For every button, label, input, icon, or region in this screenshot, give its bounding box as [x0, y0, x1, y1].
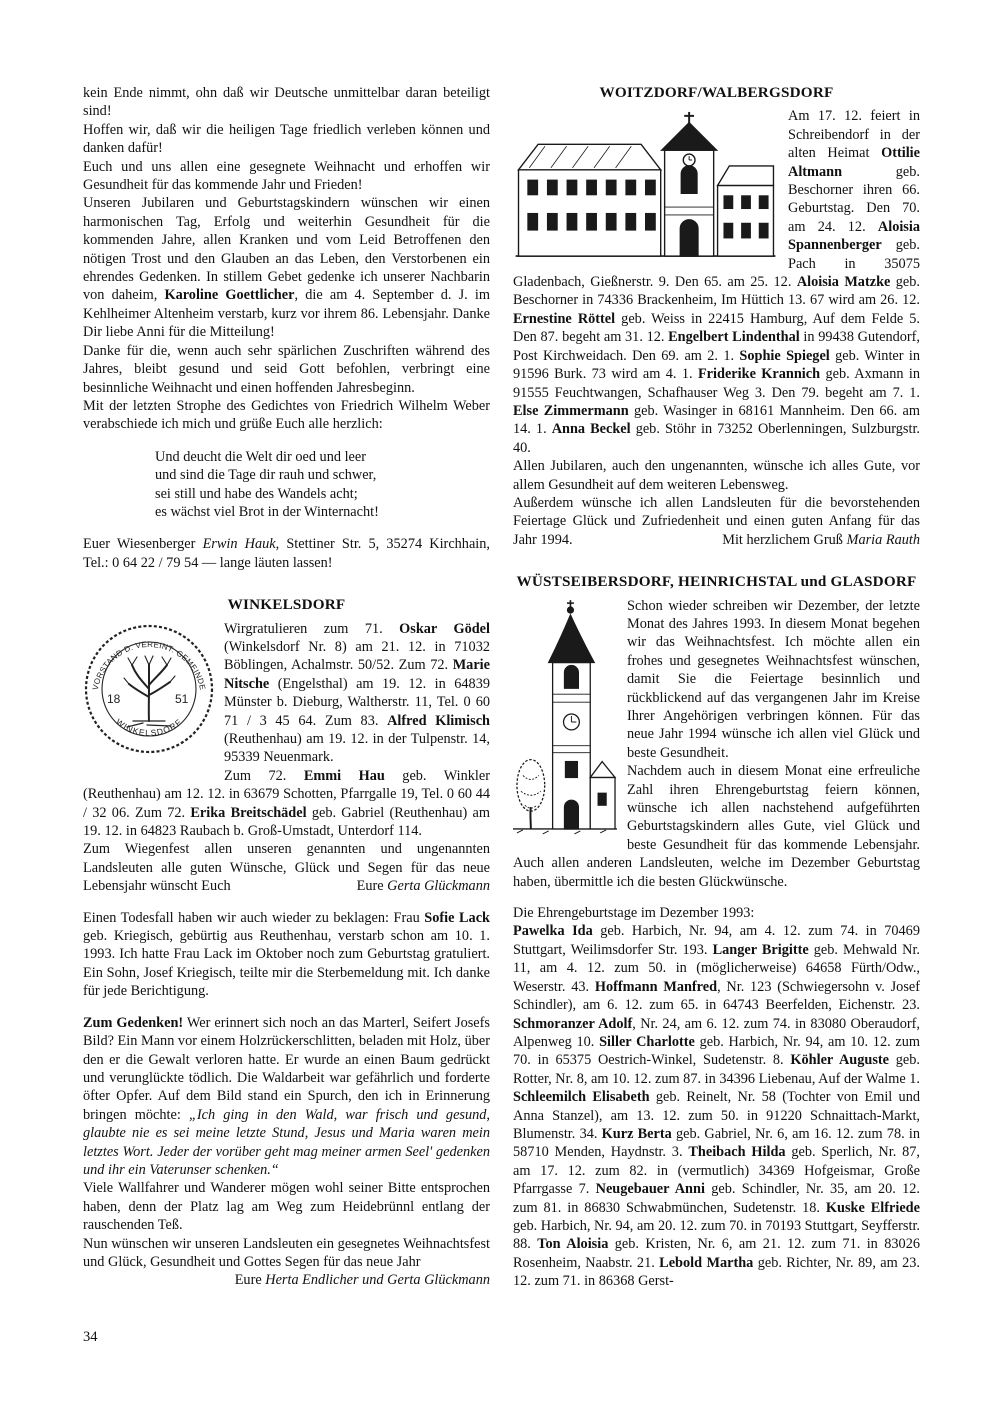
- tower-door: [565, 800, 579, 829]
- text-segment: Marie Nitsche: [224, 657, 490, 692]
- paragraph: [83, 1235, 490, 1289]
- text-segment: geb. Schindler, Nr. 35, am 20. 12. zum 81. in 86830 Schwabmünchen, Sudetenstr. 18.: [513, 1181, 920, 1216]
- text-segment: Neugebauer Anni: [595, 1181, 705, 1198]
- left-building-roof: [519, 145, 661, 170]
- text-segment: Schon wieder schreiben wir Dezember, der letzte Monat des Jahres 1993. In diesem Monat begehen wir das Weihnachtsfest. Ich möchte allen ein frohes und gesegnetes Weihnachtsfest wünschen, damit Sie die Feiertage besinnlich und rückblickend auf das vergangenen Jahr im Kreise Ihrer Angehörigen verbringen können. Für das neue Jahr 1994 wünsche ich allen viel Glück und beste Gesundheit.: [627, 597, 920, 761]
- wiesenberg-signature-paragraph: [83, 535, 490, 572]
- text-segment: Mit der letzten Strophe des Gedichtes von Friedrich Wilhelm Weber verabschiede ich mich und grüße Euch alle herzlich:: [83, 397, 490, 433]
- text-segment: geb. Mehwald Nr. 11, am 4. 12. zum 50. in (möglicherweise) 64658 Fürth/Odw., Weserstr. 43.: [513, 941, 920, 995]
- text-segment: geb. Gabriel (Reuthenhau) am 19. 12. in 64823 Raubach b. Groß-Umstadt, Unterdorf 114.: [83, 804, 490, 840]
- text-segment: , Nr. 24, am 6. 12. zum 74. in 83080 Oberaudorf, Alpenweg 10.: [513, 1015, 920, 1050]
- text-segment: Schmoranzer Adolf: [513, 1015, 633, 1032]
- chapel-roof: [590, 761, 615, 777]
- text-segment: Schleemilch Elisabeth: [513, 1089, 650, 1106]
- text-segment: Lebold Martha: [659, 1254, 754, 1271]
- signature: [235, 1271, 490, 1289]
- text-segment: geb. Harbich, Nr. 94, am 20. 12. zum 70. in 70193 Stuttgart, Seyfferstr. 88.: [513, 1217, 920, 1253]
- text-segment: Friderike Krannich: [697, 366, 821, 383]
- text-segment: Emmi Hau: [303, 767, 385, 784]
- text-segment: Pawelka Ida: [513, 923, 593, 940]
- text-segment: Erika Breitschädel: [190, 804, 307, 821]
- text-segment: geb. Stöhr in 73252 Oberlenningen, Sulzburgstr. 40.: [513, 421, 920, 456]
- wuestseibersdorf-heading: WÜSTSEIBERSDORF, HEINRICHSTAL und GLASDORF: [516, 573, 917, 591]
- text-segment: Herta Endlicher und Gerta Glückmann: [265, 1272, 490, 1289]
- wuestseibersdorf-section: [513, 597, 920, 892]
- text-segment: Engelbert Lindenthal: [668, 329, 800, 346]
- paragraph: [83, 121, 490, 158]
- ehrengeburtstage-title: Die Ehrengeburtstage im Dezember 1993:: [513, 905, 755, 922]
- village-church-illustration: [513, 109, 778, 261]
- text-segment: Sofie Lack: [424, 909, 490, 926]
- chapel-window: [598, 793, 606, 805]
- seal-year-right: 51: [175, 691, 189, 706]
- text-segment: , die am 4. September d. J. im Kehlheimer Altenheim verstarb, kurz vor ihrem 86. Lebensjahr. Danke Dir liebe Anni für die Mitteilung!: [83, 287, 491, 341]
- text-segment: Mit herzlichem Gruß: [722, 531, 847, 548]
- poem-block: [155, 448, 490, 522]
- paragraph: [83, 194, 490, 341]
- right-column: [513, 84, 920, 1291]
- text-segment: Zum 72.: [224, 767, 304, 784]
- text-segment: geb. Winter in 91596 Burk. 73 wird am 4. 1.: [513, 347, 920, 383]
- paragraph: [83, 84, 490, 121]
- paragraph: [83, 397, 490, 434]
- tower-spire: [549, 615, 595, 663]
- text-segment: geb. Sperlich, Nr. 87, am 17. 12. zum 82. in (vermutlich) 34369 Hofgeismar, Große Pfarrgasse 7.: [513, 1144, 920, 1198]
- text-segment: Ton Aloisia: [537, 1236, 609, 1253]
- paragraph: [155, 485, 490, 503]
- two-column-layout: [83, 84, 920, 1291]
- paragraph: [155, 448, 490, 466]
- seal-tree-icon: [124, 656, 175, 727]
- text-segment: kein Ende nimmt, ohn daß wir Deutsche unmittelbar daran beteiligt sind!: [83, 85, 490, 120]
- tower-arched-window: [681, 166, 697, 193]
- belfry-window: [565, 665, 579, 688]
- text-segment: Euch und uns allen eine gesegnete Weihnacht und erhoffen wir Gesundheit für das kommende Jahr und Frieden!: [83, 158, 490, 194]
- paragraph: [155, 503, 490, 521]
- tree-foliage: [517, 759, 545, 811]
- text-segment: Und deucht die Welt dir oed und leer: [155, 448, 366, 465]
- seal-year-left: 18: [107, 691, 121, 706]
- text-segment: Am 17. 12. feiert in Schreibendorf in der alten Heimat: [788, 108, 920, 162]
- text-segment: geb. Wasinger in 68161 Mannheim. Den 66. am 14. 1.: [513, 402, 920, 438]
- text-segment: und sind die Tage dir rauh und schwer,: [155, 467, 377, 484]
- text-segment: Köhler Auguste: [790, 1052, 890, 1069]
- text-segment: Else Zimmermann: [513, 402, 629, 419]
- text-segment: Kurz Berta: [601, 1125, 672, 1142]
- paragraph: [513, 457, 920, 494]
- text-segment: Ottilie Altmann: [788, 145, 920, 180]
- text-segment: geb. Rotter, Nr. 8, am 10. 12. zum 87. in 34396 Liebenau, Auf der Walme 1.: [513, 1052, 920, 1087]
- text-segment: Hoffen wir, daß wir die heiligen Tage friedlich verleben können und danken dafür!: [83, 121, 490, 157]
- text-segment: Siller Charlotte: [599, 1033, 695, 1050]
- text-segment: Alfred Klimisch: [387, 712, 491, 729]
- winkelsdorf-seal-illustration: [83, 623, 215, 755]
- text-segment: geb. Kriegisch, gebürtig aus Reuthenhau, verstarb schon am 10. 1. 1993. Ich hatte Frau Lack im Oktober noch zum Geburtstag gratuliert. Ein Sohn, Josef Kriegisch, teilte mir die Sterbemeldung mit. Ich danke für jede Berichtigung.: [83, 928, 490, 1000]
- text-segment: geb. Reinelt, Nr. 58 (Tochter von Emil und Anna Stanzel), am 13. 12. zum 50. in 91220 Schnaittach-Markt, Blumenstr. 34.: [513, 1089, 921, 1142]
- text-segment: Ernestine Röttel: [513, 310, 616, 327]
- text-segment: geb. Kristen, Nr. 6, am 21. 12. zum 71. in 83026 Rosenheim, Naabstr. 21.: [513, 1236, 920, 1271]
- text-segment: Kuske Elfriede: [825, 1199, 920, 1216]
- text-segment: Allen Jubilaren, auch den ungenannten, wünsche ich alles Gute, vor allem Gesundheit auf dem weiteren Lebensweg.: [513, 458, 920, 493]
- page-number: 34: [83, 1329, 98, 1345]
- text-segment: Maria Rauth: [846, 531, 920, 548]
- text-segment: Eure: [234, 1272, 266, 1289]
- text-segment: Langer Brigitte: [712, 941, 809, 958]
- text-segment: (Engelsthal) am 19. 12. in 64839 Münster b. Dieburg, Waltherstr. 11, Tel. 0 60 71 / 3 45 64. Zum 83.: [224, 675, 490, 729]
- text-segment: geb. Gabriel, Nr. 6, am 16. 12. zum 78. in 58710 Menden, Haydnstr. 3.: [513, 1125, 920, 1161]
- text-segment: Zum Gedenken!: [83, 1014, 184, 1031]
- text-segment: Eure: [356, 878, 388, 895]
- text-segment: Karoline Goettlicher: [164, 287, 295, 304]
- seal-ring-bottom-text: WINKELSDORF: [114, 716, 184, 738]
- tower-window: [565, 761, 577, 777]
- paragraph: [83, 767, 490, 841]
- signature: [357, 877, 490, 895]
- tower-spire: [662, 123, 717, 150]
- text-segment: Sophie Spiegel: [739, 347, 830, 364]
- text-segment: Oskar Gödel: [399, 620, 490, 637]
- text-segment: geb. Beschorner in 74336 Brackenheim, Im Hüttich 13. 67 wird am 26. 12.: [513, 274, 920, 309]
- text-segment: geb. Weiss in 22415 Hamburg, Auf dem Felde 5. Den 87. begeht am 31. 12.: [513, 310, 920, 346]
- text-segment: geb. Axmann in 91555 Feuchtwangen, Schafhauser Weg 3. Den 79. begeht am 7. 1.: [513, 366, 920, 401]
- text-segment: , Nr. 123 (Schwiegersohn v. Josef Schindler), am 6. 12. zum 65. in 64743 Beerfelden, Eichenstr. 23.: [513, 978, 920, 1014]
- tower-cross-icon: [567, 600, 574, 607]
- tower-cross-icon: [684, 112, 694, 124]
- text-segment: geb. Winkler (Reuthenhau) am 12. 12. in 63679 Schotten, Pfarrgalle 19, Tel. 0 60 44 / 32 06. Zum 72.: [83, 767, 490, 821]
- paragraph: [83, 342, 490, 397]
- left-column: [83, 84, 490, 1290]
- text-segment: es wächst viel Brot in der Winternacht!: [155, 503, 379, 520]
- spire-ball: [567, 607, 573, 613]
- paragraph: [83, 1179, 490, 1234]
- text-segment: „Ich ging in den Wald, war frisch und gesund, glaubte nie es sei meine letzte Stund, Jesus und Maria waren mein letztes Wort. Jeder der vorüber geht mag meiner armen Seel' gedenken und ihr ein Vaterunser schenken.“: [83, 1106, 490, 1178]
- text-segment: (Reuthenhau) am 19. 12. in der Tulpenstr. 14, 95339 Neuenmark.: [224, 731, 490, 766]
- text-segment: Aloisia Matzke: [796, 274, 891, 291]
- text-segment: geb. Richter, Nr. 89, am 23. 12. zum 71. in 86368 Gerst-: [513, 1254, 920, 1290]
- winkelsdorf-heading: WINKELSDORF: [227, 596, 346, 614]
- text-segment: Gerta Glückmann: [387, 878, 490, 895]
- gedenken-paragraphs: [83, 1014, 490, 1289]
- text-segment: Einen Todesfall haben wir auch wieder zu beklagen: Frau: [83, 909, 425, 926]
- text-segment: Wer erinnert sich noch an das Marterl, Seifert Josefs Bild? Ein Mann vor einem Holzrückerschlitten, beladen mit Holz, über den er die Gewalt verloren hatte. Er wurde an einen Baum gedrückt und verunglückte tödlich. Die Waldarbeit war gefährlich und forderte öfter Opfer. Auf dem Bild stand ein Spurch, den ich in Erinnerung bringen möchte:: [83, 1014, 490, 1123]
- paragraph: [83, 909, 490, 1001]
- text-segment: Außerdem wünsche ich allen Landsleuten für die bevorstehenden Feiertage Glück und Zufriedenheit und einen guten Anfang für das Jahr 1994.: [513, 494, 920, 548]
- text-segment: Danke für die, wenn auch sehr spärlichen Zuschriften während des Jahres, bleibt gesund und seid Gott befohlen, verbringt eine besinnliche Weihnacht und einen hoffenden Jahresbeginn.: [83, 342, 490, 396]
- text-segment: , Stettiner Str. 5, 35274 Kirchhain, Tel.: 0 64 22 / 79 54 — lange läuten lassen!: [83, 536, 490, 571]
- woitzdorf-heading: WOITZDORF/WALBERGSDORF: [599, 84, 834, 101]
- text-segment: (Winkelsdorf Nr. 8) am 21. 12. in 71032 Böblingen, Achalmstr. 50/52. Zum 72.: [224, 638, 490, 674]
- winkelsdorf-section: [83, 620, 490, 896]
- text-segment: Nachdem auch in diesem Monat eine erfreuliche Zahl ihren Ehrengeburtstag feiern können, wünsche ich allen nachstehend aufgeführten Geburtstagskindern alles Gute, viel Glück und beste Gesundheit für das kommende Lebensjahr. Auch allen anderen Landsleuten, welche im Dezember Geburtstag haben, übermittle ich die besten Glückwünsche.: [513, 763, 920, 890]
- paragraph: [83, 840, 490, 895]
- intro-paragraphs: [83, 84, 490, 434]
- paragraph: [83, 158, 490, 195]
- ehrengeburtstage-paragraph: [513, 922, 920, 1290]
- signature: [722, 531, 920, 549]
- text-segment: Theibach Hilda: [688, 1144, 786, 1161]
- text-segment: in 99438 Gutendorf, Post Kirchweidach. Den 69. am 2. 1.: [513, 329, 920, 364]
- paragraph: [155, 466, 490, 484]
- tower-door: [680, 220, 698, 256]
- text-segment: Zum Wiegenfest allen unseren genannten und ungenannten Landsleuten alle guten Wünsche, Glück und Segen für das neue Lebensjahr wünscht Euch: [83, 841, 490, 895]
- text-segment: sei still und habe des Wandels acht;: [155, 485, 358, 502]
- woitzdorf-section: [513, 107, 920, 549]
- text-segment: Hoffmann Manfred: [594, 978, 718, 995]
- text-segment: geb. Beschorner ihren 66. Geburtstag. Den 70. am 24. 12.: [788, 163, 920, 235]
- seal-ring-top-text: VORSTAND D. VEREINT. GEMEINDE: [90, 639, 208, 691]
- text-segment: Nun wünschen wir unseren Landsleuten ein gesegnetes Weihnachtsfest und Glück, Gesundheit und Gottes Segen für das neue Jahr: [83, 1235, 490, 1270]
- text-segment: Aloisia Spannenberger: [788, 218, 920, 254]
- text-segment: Erwin Hauk: [202, 536, 276, 553]
- text-segment: geb. Pach in 35075 Gladenbach, Gießnerstr. 9. Den 65. am 25. 12.: [513, 237, 920, 291]
- text-segment: Anna Beckel: [551, 421, 631, 438]
- church-tower-illustration: [513, 599, 617, 837]
- text-segment: Viele Wallfahrer und Wanderer mögen wohl seiner Bitte entsprochen haben, denn der Platz lag am Weg zum Heidebrünnl entlang der rauschenden Teß.: [83, 1180, 490, 1234]
- paragraph: [83, 1014, 490, 1180]
- text-segment: geb. Harbich, Nr. 94, am 4. 12. zum 74. in 70469 Stuttgart, Weilimsdorfer Str. 193.: [513, 923, 920, 958]
- text-segment: Wirgratulieren zum 71.: [224, 620, 400, 637]
- obituary-paragraphs: [83, 909, 490, 1001]
- right-building-roof: [718, 166, 774, 186]
- paragraph: [513, 494, 920, 549]
- text-segment: Unseren Jubilaren und Geburtstagskindern wünschen wir einen harmonischen Tag, Erfolg und weiterhin Gesundheit für die kommenden Jahre, allen Kranken und vom Leid Betroffenen den nötigen Trost und den Glauben an das Leben, den Verstorbenen ein ehrendes Gedenken. In stillem Gebet gedenke ich unserer Nachbarin von daheim,: [83, 195, 490, 304]
- text-segment: Euer Wiesenberger: [83, 536, 203, 553]
- text-segment: geb. Harbich, Nr. 94, am 10. 12. zum 70. in 65375 Oestrich-Winkel, Sudetenstr. 8.: [513, 1033, 921, 1069]
